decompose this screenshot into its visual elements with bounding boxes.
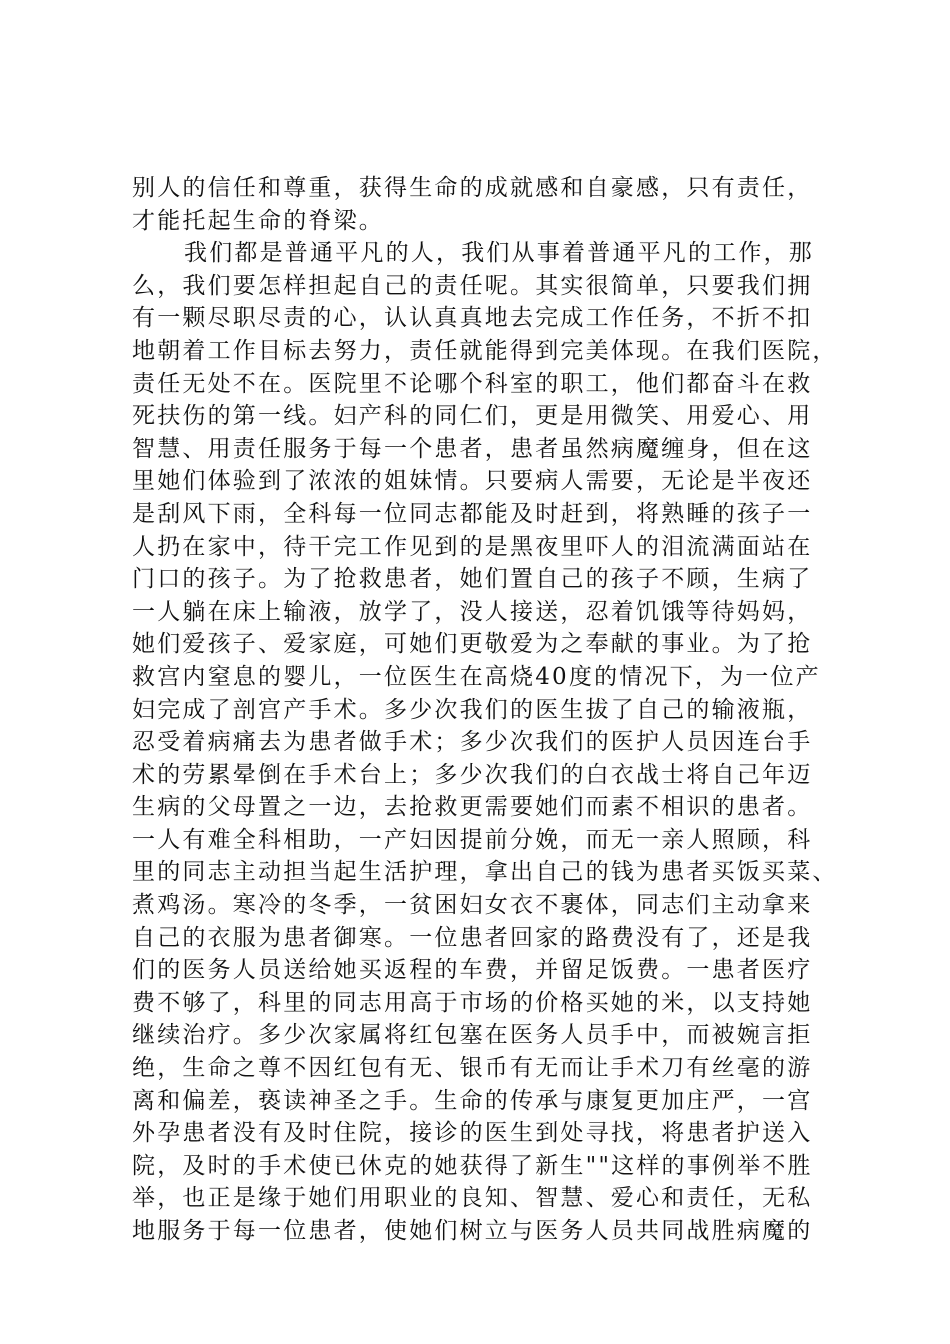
paragraph-start-line: 我们都是普通平凡的人，我们从事着普通平凡的工作，那: [184, 240, 814, 267]
text-line: 绝，生命之尊不因红包有无、银币有无而让手术刀有丝毫的游: [132, 1055, 813, 1082]
text-line: 离和偏差，亵读神圣之手。生命的传承与康复更加庄严，一宫: [132, 1087, 813, 1114]
text-line: 忍受着病痛去为患者做手术；多少次我们的医护人员因连台手: [132, 729, 813, 756]
text-line: 是刮风下雨，全科每一位同志都能及时赶到，将熟睡的孩子一: [132, 500, 813, 527]
text-line: 里的同志主动担当起生活护理，拿出自己的钱为患者买饭买菜、: [132, 859, 838, 886]
text-line: 地朝着工作目标去努力，责任就能得到完美体现。在我们医院，: [132, 337, 838, 364]
text-line: 死扶伤的第一线。妇产科的同仁们，更是用微笑、用爱心、用: [132, 403, 813, 430]
text-line: 地服务于每一位患者，使她们树立与医务人员共同战胜病魔的: [132, 1218, 813, 1244]
text-line: 们的医务人员送给她买返程的车费，并留足饭费。一患者医疗: [132, 957, 813, 984]
text-line: 生病的父母置之一边，去抢救更需要她们而素不相识的患者。: [132, 794, 813, 821]
text-line: 智慧、用责任服务于每一个患者，患者虽然病魔缠身，但在这: [132, 435, 813, 462]
text-line: 她们爱孩子、爱家庭，可她们更敬爱为之奉献的事业。为了抢: [132, 631, 813, 658]
text-line: 术的劳累晕倒在手术台上；多少次我们的白衣战士将自己年迈: [132, 761, 813, 788]
text-line: 费不够了，科里的同志用高于市场的价格买她的米，以支持她: [132, 989, 813, 1016]
text-line: 有一颗尽职尽责的心，认认真真地去完成工作任务，不折不扣: [132, 305, 813, 332]
text-line: 院，及时的手术使已休克的她获得了新生""这样的事例举不胜: [132, 1152, 813, 1179]
text-line: 继续治疗。多少次家属将红包塞在医务人员手中，而被婉言拒: [132, 1022, 813, 1049]
text-line: 么，我们要怎样担起自己的责任呢。其实很简单，只要我们拥: [132, 272, 813, 299]
text-line: 里她们体验到了浓浓的姐妹情。只要病人需要，无论是半夜还: [132, 468, 813, 495]
text-line: 举，也正是缘于她们用职业的良知、智慧、爱心和责任，无私: [132, 1185, 813, 1212]
text-line: 人扔在家中，待干完工作见到的是黑夜里吓人的泪流满面站在: [132, 533, 813, 560]
text-line: 责任无处不在。医院里不论哪个科室的职工，他们都奋斗在救: [132, 370, 813, 397]
text-line: 一人躺在床上输液，放学了，没人接送，忍着饥饿等待妈妈，: [132, 598, 813, 625]
text-line: 门口的孩子。为了抢救患者，她们置自己的孩子不顾，生病了: [132, 566, 813, 593]
body-text: [132, 172, 838, 1248]
text-line: 自己的衣服为患者御寒。一位患者回家的路费没有了，还是我: [132, 924, 813, 951]
text-line: 别人的信任和尊重，获得生命的成就感和自豪感，只有责任，: [132, 175, 813, 201]
text-line: 煮鸡汤。寒冷的冬季，一贫困妇女衣不裹体，同志们主动拿来: [132, 892, 813, 919]
text-line: 外孕患者没有及时住院，接诊的医生到处寻找，将患者护送入: [132, 1120, 813, 1147]
text-line: 救宫内窒息的婴儿，一位医生在高烧40度的情况下，为一位产: [132, 663, 821, 690]
text-line: 一人有难全科相助，一产妇因提前分娩，而无一亲人照顾，科: [132, 826, 813, 853]
text-line: 妇完成了剖宫产手术。多少次我们的医生拔了自己的输液瓶，: [132, 696, 813, 723]
text-line: 才能托起生命的脊梁。: [132, 207, 384, 234]
